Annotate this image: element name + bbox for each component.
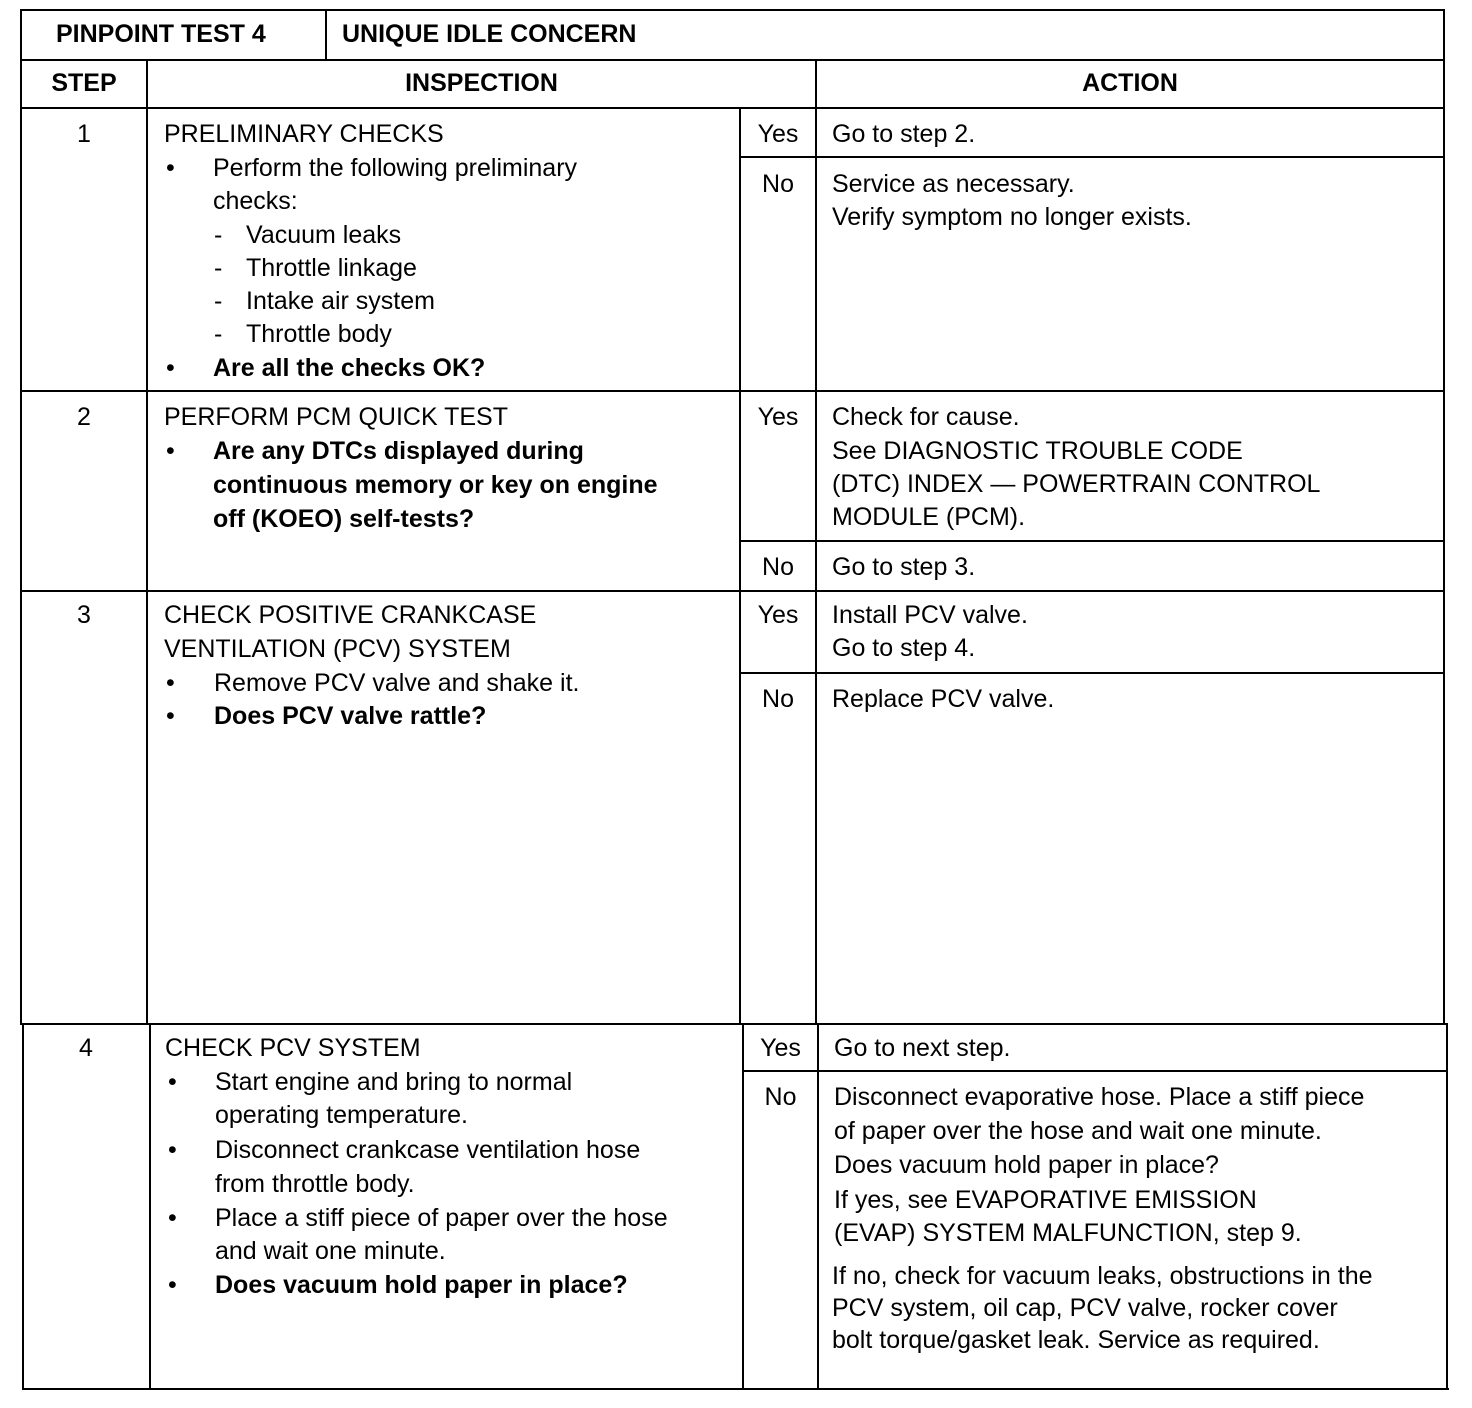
- inspection-instruction: from throttle body.: [215, 1170, 415, 1198]
- table-border-left-upper: [20, 9, 22, 1025]
- yes-action-text: (DTC) INDEX — POWERTRAIN CONTROL: [832, 470, 1321, 498]
- pinpoint-test-label: PINPOINT TEST 4: [56, 20, 266, 48]
- step-column-divider-upper: [146, 59, 148, 1025]
- header-divider: [20, 59, 1445, 61]
- step-title: CHECK PCV SYSTEM: [165, 1034, 421, 1062]
- inspection-question: Does PCV valve rattle?: [214, 702, 487, 730]
- inspection-question: Are any DTCs displayed during: [213, 437, 584, 465]
- no-action-text: Replace PCV valve.: [832, 685, 1055, 713]
- step-number: 3: [77, 601, 91, 629]
- yes-action-text: Check for cause.: [832, 403, 1020, 431]
- column-header-action: ACTION: [1082, 69, 1178, 97]
- inspection-question: Does vacuum hold paper in place?: [215, 1271, 628, 1299]
- answer-action-divider-lower: [817, 1023, 819, 1390]
- no-action-text: If yes, see EVAPORATIVE EMISSION: [834, 1186, 1257, 1214]
- answer-action-divider-upper: [815, 59, 817, 1025]
- yes-action-text: See DIAGNOSTIC TROUBLE CODE: [832, 437, 1243, 465]
- table-border-right-upper: [1443, 9, 1445, 1025]
- column-header-step: STEP: [51, 69, 117, 97]
- no-action-text: Does vacuum hold paper in place?: [834, 1151, 1219, 1179]
- no-action-text: Go to step 3.: [832, 553, 976, 581]
- answer-no-label: No: [762, 170, 794, 198]
- no-action-text: Disconnect evaporative hose. Place a stiff piece: [834, 1083, 1365, 1111]
- answer-yes-label: Yes: [757, 120, 799, 148]
- step3-bottom: [22, 1023, 1447, 1025]
- bullet-icon: •: [166, 437, 175, 465]
- yes-action-text: MODULE (PCM).: [832, 503, 1026, 531]
- dash-icon: -: [214, 254, 223, 282]
- bullet-icon: •: [166, 154, 175, 182]
- answer-yes-label: Yes: [760, 1034, 801, 1062]
- checklist-item: Vacuum leaks: [246, 221, 402, 249]
- header-title-divider: [325, 9, 327, 61]
- step-title: VENTILATION (PCV) SYSTEM: [164, 635, 511, 663]
- step2-yesno-divider: [739, 540, 1445, 542]
- answer-no-label: No: [764, 1083, 797, 1111]
- inspection-question: continuous memory or key on engine: [213, 471, 658, 499]
- checklist-item: Intake air system: [246, 287, 435, 315]
- pinpoint-test-title: UNIQUE IDLE CONCERN: [342, 20, 637, 48]
- answer-yes-label: Yes: [757, 403, 799, 431]
- inspection-instruction: Disconnect crankcase ventilation hose: [215, 1136, 641, 1164]
- no-action-text: bolt torque/gasket leak. Service as required.: [832, 1326, 1320, 1354]
- table-border-top: [20, 9, 1445, 11]
- bullet-icon: •: [166, 354, 175, 382]
- yes-action-text: Install PCV valve.: [832, 601, 1028, 629]
- yes-action-text: Go to step 4.: [832, 634, 976, 662]
- bullet-icon: •: [168, 1271, 177, 1299]
- checklist-item: Throttle linkage: [246, 254, 417, 282]
- inspection-instruction: operating temperature.: [215, 1101, 468, 1129]
- dash-icon: -: [214, 320, 223, 348]
- step4-yesno-divider: [742, 1070, 1447, 1072]
- no-action-text: If no, check for vacuum leaks, obstructions in the: [832, 1262, 1373, 1290]
- inspection-answer-divider-lower: [742, 1023, 744, 1390]
- bullet-icon: •: [168, 1136, 177, 1164]
- bullet-icon: •: [168, 1204, 177, 1232]
- step-title: CHECK POSITIVE CRANKCASE: [164, 601, 537, 629]
- inspection-question: off (KOEO) self-tests?: [213, 505, 475, 533]
- bullet-icon: •: [166, 669, 175, 697]
- step2-bottom: [20, 590, 1445, 592]
- step-number: 1: [77, 120, 91, 148]
- step-title: PERFORM PCM QUICK TEST: [164, 403, 509, 431]
- step-number: 4: [79, 1034, 93, 1062]
- inspection-question: Are all the checks OK?: [213, 354, 486, 382]
- no-action-text: Verify symptom no longer exists.: [832, 203, 1192, 231]
- inspection-instruction: Place a stiff piece of paper over the hose: [215, 1204, 668, 1232]
- step-title: PRELIMINARY CHECKS: [164, 120, 444, 148]
- step-column-divider-lower: [149, 1023, 151, 1390]
- no-action-text: (EVAP) SYSTEM MALFUNCTION, step 9.: [834, 1219, 1302, 1247]
- table-border-right-lower: [1446, 1023, 1448, 1390]
- yes-action-text: Go to step 2.: [832, 120, 976, 148]
- inspection-instruction: Perform the following preliminary: [213, 154, 578, 182]
- yes-action-text: Go to next step.: [834, 1034, 1011, 1062]
- answer-no-label: No: [762, 685, 794, 713]
- table-border-left-lower: [22, 1023, 24, 1390]
- answer-yes-label: Yes: [757, 601, 799, 629]
- dash-icon: -: [214, 287, 223, 315]
- no-action-text: PCV system, oil cap, PCV valve, rocker cover: [832, 1294, 1338, 1322]
- dash-icon: -: [214, 221, 223, 249]
- inspection-instruction: checks:: [213, 187, 298, 215]
- step1-yesno-divider: [739, 156, 1445, 158]
- step1-bottom: [20, 390, 1445, 392]
- answer-no-label: No: [762, 553, 794, 581]
- column-header-divider: [20, 107, 1445, 109]
- inspection-instruction: and wait one minute.: [215, 1237, 446, 1265]
- checklist-item: Throttle body: [246, 320, 392, 348]
- bullet-icon: •: [168, 1068, 177, 1096]
- table-border-bottom: [22, 1388, 1449, 1390]
- column-header-inspection: INSPECTION: [405, 69, 558, 97]
- inspection-instruction: Start engine and bring to normal: [215, 1068, 573, 1096]
- no-action-text: Service as necessary.: [832, 170, 1075, 198]
- no-action-text: of paper over the hose and wait one minute.: [834, 1117, 1322, 1145]
- bullet-icon: •: [166, 702, 175, 730]
- step-number: 2: [77, 403, 91, 431]
- inspection-instruction: Remove PCV valve and shake it.: [214, 669, 580, 697]
- step3-yesno-divider: [739, 672, 1445, 674]
